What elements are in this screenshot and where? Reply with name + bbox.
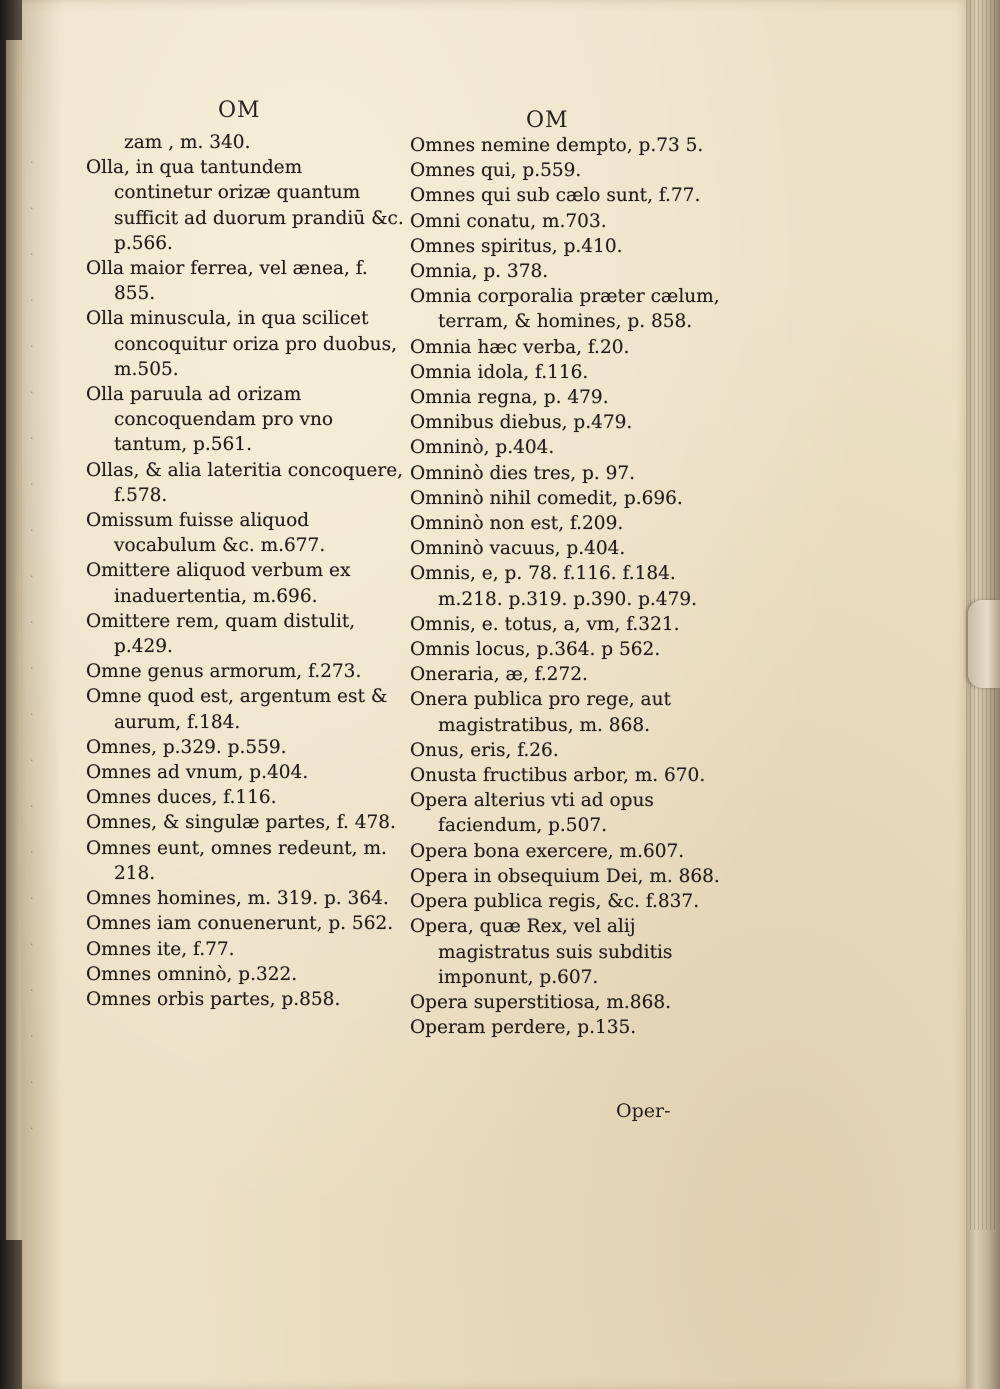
- index-entry: Omnes eunt, omnes redeunt, m. 218.: [86, 837, 387, 884]
- index-entry: Omnes qui sub cælo sunt, f.77.: [410, 185, 701, 207]
- catchword: Oper-: [616, 1100, 671, 1122]
- index-entry: Opera alterius vti ad opus faciendum, p.507.: [410, 790, 654, 837]
- index-entry: Omnes nemine dempto, p.73 5.: [410, 135, 704, 156]
- index-entry: Omnes, p.329. p.559.: [86, 736, 287, 758]
- index-entry: Opera, quæ Rex, vel alij magistratus suis subditis imponunt, p.607.: [410, 916, 673, 988]
- index-entry: Omnes homines, m. 319. p. 364.: [86, 888, 389, 910]
- facing-page-bleed: · · · · · · · · · · · · · · · · · · · · · ·: [30, 156, 34, 1135]
- index-entry: Omnes omninò, p.322.: [86, 963, 298, 985]
- index-entry: Omnia corporalia præter cælum, terram, & homines, p. 858.: [410, 286, 720, 333]
- index-entry: Opera publica regis, &c. f.837.: [410, 891, 700, 913]
- index-entry: Omninò dies tres, p. 97.: [410, 462, 636, 484]
- right-column: [410, 133, 738, 1040]
- index-entry: Omninò nihil comedit, p.696.: [410, 487, 683, 509]
- index-entry: Omnes qui, p.559.: [410, 160, 582, 182]
- index-entry: Omnes orbis partes, p.858.: [86, 988, 341, 1010]
- index-entry: Olla, in qua tantundem continetur orizæ quantum sufficit ad duorum prandiū &c. p.566.: [86, 157, 404, 254]
- index-entry: Opera superstitiosa, m.868.: [410, 991, 671, 1013]
- index-entry: Omnis locus, p.364. p 562.: [410, 639, 661, 661]
- index-entry: Omnes duces, f.116.: [86, 787, 277, 809]
- index-entry: Omnis, e, p. 78. f.116. f.184. m.218. p.319. p.390. p.479.: [410, 563, 697, 610]
- index-entry: Omninò vacuus, p.404.: [410, 538, 626, 560]
- index-entry: Omne quod est, argentum est & aurum, f.184.: [86, 686, 388, 733]
- right-running-header: OM: [526, 108, 569, 133]
- index-entry: Opera in obsequium Dei, m. 868.: [410, 865, 720, 887]
- index-entry: Omne genus armorum, f.273.: [86, 661, 362, 683]
- index-entry: Omnes ad vnum, p.404.: [86, 762, 309, 784]
- index-entry: Opera bona exercere, m.607.: [410, 840, 685, 862]
- index-entry: Omnia, p. 378.: [410, 261, 549, 283]
- index-entry: Omittere rem, quam distulit, p.429.: [86, 610, 356, 658]
- index-entry: Olla paruula ad orizam concoquendam pro vno tantum, p.561.: [86, 384, 334, 456]
- index-entry: Onera publica pro rege, aut magistratibus, m. 868.: [410, 689, 671, 736]
- index-entry: Omnes spiritus, p.410.: [410, 235, 623, 257]
- index-entry: Onus, eris, f.26.: [410, 739, 559, 761]
- index-entry: Oneraria, æ, f.272.: [410, 664, 588, 686]
- index-entry: Omnia regna, p. 479.: [410, 387, 609, 409]
- index-entry: zam , m. 340.: [124, 132, 251, 153]
- index-entry: Ollas, & alia lateritia concoquere, f.578.: [86, 459, 404, 506]
- left-column: [86, 130, 404, 1012]
- index-entry: Onusta fructibus arbor, m. 670.: [410, 765, 706, 787]
- index-entry: Omninò, p.404.: [410, 437, 555, 459]
- index-entry: Omissum fuisse aliquod vocabulum &c. m.677.: [86, 510, 326, 557]
- index-entry: Omnes, & singulæ partes, f. 478.: [86, 812, 396, 834]
- index-entry: Omnis, e. totus, a, vm, f.321.: [410, 613, 680, 635]
- index-entry: Operam perdere, p.135.: [410, 1017, 637, 1039]
- index-entry: Omnibus diebus, p.479.: [410, 412, 633, 434]
- index-entry: Omnia idola, f.116.: [410, 361, 589, 383]
- index-entry: Omni conatu, m.703.: [410, 210, 607, 232]
- index-entry: Omittere aliquod verbum ex inaduertentia, m.696.: [86, 560, 351, 607]
- index-entry: Omninò non est, f.209.: [410, 513, 624, 535]
- index-entry: Olla maior ferrea, vel ænea, f. 855.: [86, 258, 368, 305]
- index-entry: Omnes ite, f.77.: [86, 938, 235, 960]
- page-clip: [968, 600, 1000, 688]
- index-entry: Olla minuscula, in qua scilicet concoquitur oriza pro duobus, m.505.: [86, 308, 397, 380]
- left-running-header: OM: [218, 98, 261, 123]
- index-entry: Omnes iam conuenerunt, p. 562.: [86, 913, 394, 935]
- index-entry: Omnia hæc verba, f.20.: [410, 336, 630, 358]
